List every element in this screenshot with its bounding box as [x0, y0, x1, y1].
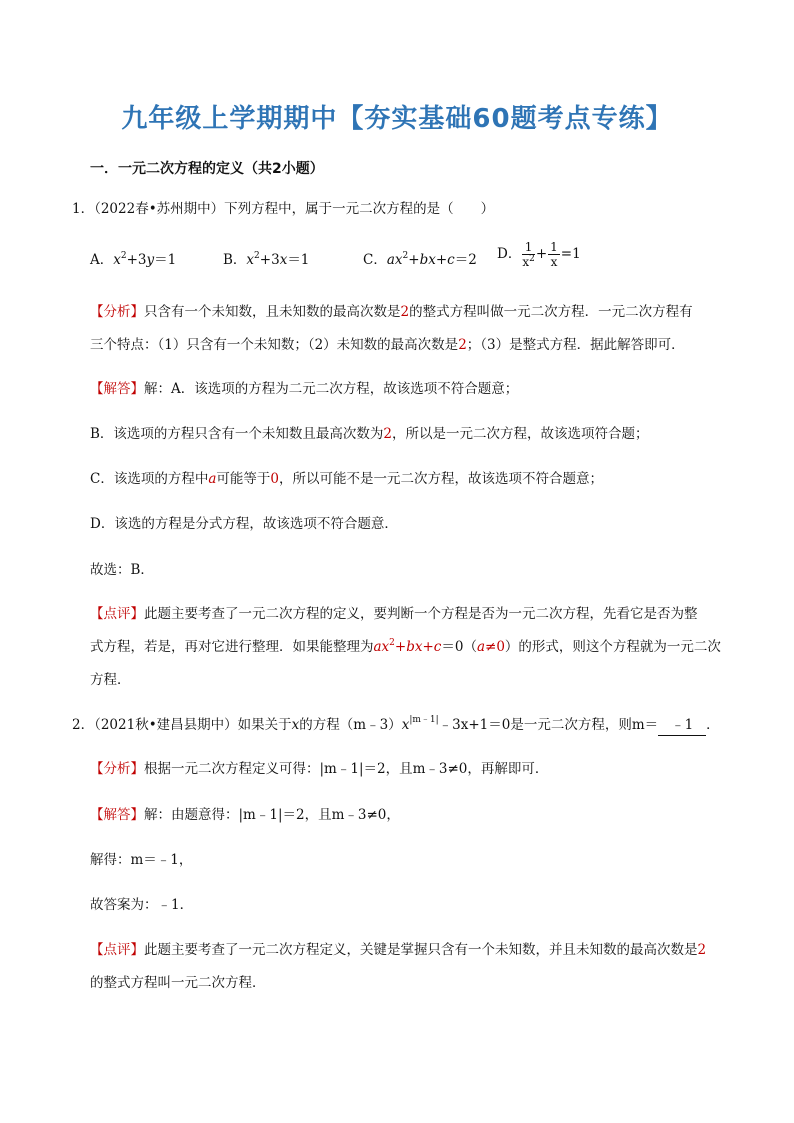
fraction-1-over-x: $\frac{1}{x}$: [550, 240, 558, 269]
q1-comment-line-1: 【点评】此题主要考查了一元二次方程的定义，要判断一个方程是否为一元二次方程，先看它是否为整: [90, 606, 698, 622]
question-1-stem: [72, 199, 494, 219]
q2-answer-line-3: 故答案为：﹣1．: [90, 897, 194, 913]
q1-answer-c: C．该选项的方程中a可能等于0，所以可能不是一元二次方程，故该选项不符合题意；: [90, 471, 603, 487]
comment-tag: 【点评】: [90, 606, 144, 622]
question-number: 1．: [72, 201, 95, 217]
q1-answer-d: D．该选的方程是分式方程，故该选项不符合题意．: [90, 516, 398, 532]
answer-blank: ﹣1: [658, 715, 706, 736]
q1-final-choice: 故选：B．: [90, 562, 154, 578]
q2-comment-line-2: 的整式方程叫一元二次方程．: [90, 975, 266, 991]
q1-answer-b: B．该选项的方程只含有一个未知数且最高次数为2，所以是一元二次方程，故该选项符合题；: [90, 426, 649, 442]
section-heading: 一．一元二次方程的定义（共2小题）: [90, 161, 324, 177]
answer-tag: 【解答】: [90, 381, 144, 397]
q2-answer-line-1: 【解答】解：由题意得：|m﹣1|＝2，且m﹣3≠0，: [90, 807, 400, 823]
q1-answer-a: 【解答】解：A．该选项的方程为二元二次方程，故该选项不符合题意；: [90, 381, 519, 397]
q2-answer-line-2: 解得：m＝﹣1，: [90, 852, 193, 868]
question-text: 下列方程中，属于一元二次方程的是（ ）: [224, 201, 495, 217]
option-a: A．$x^2+3y=1$: [90, 251, 177, 268]
page-title: 九年级上学期期中【夯实基础60题考点专练】: [121, 104, 673, 134]
q2-comment-line-1: 【点评】此题主要考查了一元二次方程定义，关键是掌握只含有一个未知数，并且未知数的最高次数是2: [90, 942, 707, 958]
q1-comment-line-2: 式方程，若是，再对它进行整理．如果能整理为$ax^2+bx+c=0(a\ne 0)$的形式，则这个方程就为一元二次: [90, 638, 721, 655]
question-source: （2022春•苏州期中）: [94, 201, 225, 217]
option-d: D． $\frac{1}{x^2}$ + $\frac{1}{x}$ =1: [497, 240, 581, 269]
question-2-stem: 2．（2021秋•建昌县期中）如果关于x的方程$(m﹣3)x^{|m﹣1|}﹣3x+1=0$是一元二次方程，则m＝ ﹣1 ．: [72, 715, 720, 737]
q1-comment-line-3: 方程．: [90, 672, 131, 688]
q2-analysis: 【分析】根据一元二次方程定义可得：|m﹣1|＝2，且m﹣3≠0，再解即可．: [90, 761, 549, 777]
q1-analysis-line-2: 三个特点：（1）只含有一个未知数；（2）未知数的最高次数是2；（3）是整式方程．据此解答即可．: [90, 337, 685, 353]
option-b: B．$x^2+3x=1$: [223, 251, 310, 268]
fraction-1-over-x-squared: $\frac{1}{x^2}$: [522, 240, 535, 269]
option-c: C．$ax^2+bx+c=2$: [363, 251, 477, 268]
analysis-tag: 【分析】: [90, 304, 144, 320]
q1-analysis-line-1: 【分析】只含有一个未知数，且未知数的最高次数是2的整式方程叫做一元二次方程．一元二次方程有: [90, 304, 693, 320]
